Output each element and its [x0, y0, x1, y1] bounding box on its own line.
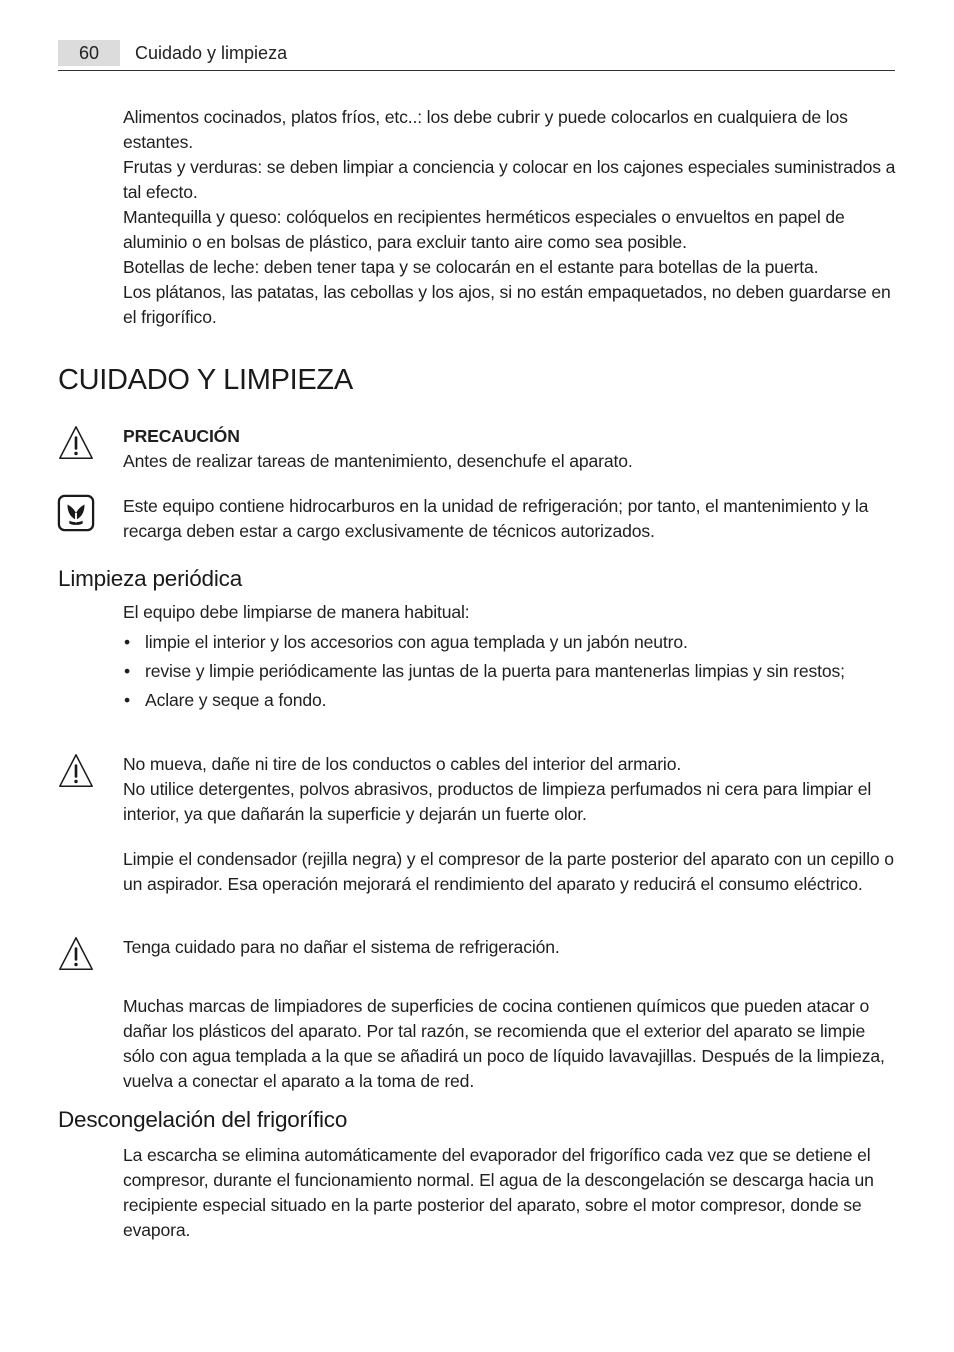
bullet-mark: • — [124, 661, 131, 681]
intro-paragraph-cooked-food: Alimentos cocinados, platos fríos, etc..: los debe cubrir y puede colocarlos en cualquiera de los estantes. — [123, 107, 848, 152]
cleaning-steps-list — [123, 630, 898, 713]
caution-title: PRECAUCIÓN — [123, 426, 240, 446]
environment-note: Este equipo contiene hidrocarburos en la unidad de refrigeración; por tanto, el mantenimiento y la recarga deben estar a cargo exclusivamente de técnicos autorizados. — [123, 496, 869, 541]
bullet-mark: • — [124, 632, 131, 652]
refrigeration-warning: Tenga cuidado para no dañar el sistema de refrigeración. — [123, 937, 560, 957]
warning-line-cables: No mueva, dañe ni tire de los conductos o cables del interior del armario. — [123, 754, 682, 774]
warning-triangle-icon — [57, 752, 95, 790]
condenser-paragraph: Limpie el condensador (rejilla negra) y el compresor de la parte posterior del aparato con un cepillo o un aspirador. Esa operación mejorará el rendimiento del aparato y reducirá el consumo eléctrico. — [123, 849, 894, 894]
defrost-paragraph: La escarcha se elimina automáticamente del evaporador del frigorífico cada vez que se detiene el compresor, durante el funcionamiento normal. El agua de la descongelación se descarga hacia un recipiente especial situado en la parte posterior del aparato, sobre el motor compresor, donde se evapora. — [123, 1145, 874, 1240]
periodic-cleaning-intro: El equipo debe limpiarse de manera habitual: — [123, 602, 470, 622]
warning-triangle-icon — [57, 424, 95, 462]
caution-block — [123, 424, 898, 474]
list-item-text: Aclare y seque a fondo. — [145, 690, 327, 710]
defrost-heading: Descongelación del frigorífico — [58, 1107, 348, 1132]
periodic-cleaning-heading: Limpieza periódica — [58, 566, 243, 591]
caution-text: Antes de realizar tareas de mantenimiento, desenchufe el aparato. — [123, 451, 633, 471]
list-item-text: revise y limpie periódicamente las juntas de la puerta para mantenerlas limpias y sin restos; — [145, 661, 845, 681]
environment-leaf-icon — [57, 494, 95, 532]
cleaners-paragraph: Muchas marcas de limpiadores de superficies de cocina contienen químicos que pueden atacar o dañar los plásticos del aparato. Por tal razón, se recomienda que el exterior del aparato se limpie sólo con agua templada a la que se añadirá un poco de líquido lavavajillas. Después de la limpieza, vuelva a conectar el aparato a la toma de red. — [123, 996, 885, 1091]
intro-paragraph-milk: Botellas de leche: deben tener tapa y se colocarán en el estante para botellas de la puerta. — [123, 257, 819, 277]
warning-triangle-icon — [57, 935, 95, 973]
intro-paragraph-fruit: Frutas y verduras: se deben limpiar a conciencia y colocar en los cajones especiales suministrados a tal efecto. — [123, 157, 896, 202]
running-header-title: Cuidado y limpieza — [135, 43, 288, 63]
cleaning-warning — [123, 752, 898, 827]
warning-line-detergents: No utilice detergentes, polvos abrasivos, productos de limpieza perfumados ni cera para limpiar el interior, ya que dañarán la superficie y dejarán un fuerte olor. — [123, 779, 872, 824]
intro-paragraph-butter: Mantequilla y queso: colóquelos en recipientes herméticos especiales o envueltos en papel de aluminio o en bolsas de plástico, para excluir tanto aire como sea posible. — [123, 207, 845, 252]
intro-section — [123, 105, 898, 330]
cleaning-steps — [123, 630, 898, 717]
bullet-mark: • — [124, 690, 131, 710]
list-item — [123, 659, 898, 684]
main-heading: CUIDADO Y LIMPIEZA — [58, 364, 353, 396]
intro-paragraph-bananas: Los plátanos, las patatas, las cebollas y los ajos, si no están empaquetados, no deben guardarse en el frigorífico. — [123, 282, 891, 327]
page-number: 60 — [58, 40, 120, 66]
list-item — [123, 630, 898, 655]
list-item — [123, 688, 898, 713]
list-item-text: limpie el interior y los accesorios con agua templada y un jabón neutro. — [145, 632, 688, 652]
page-header — [58, 40, 895, 71]
